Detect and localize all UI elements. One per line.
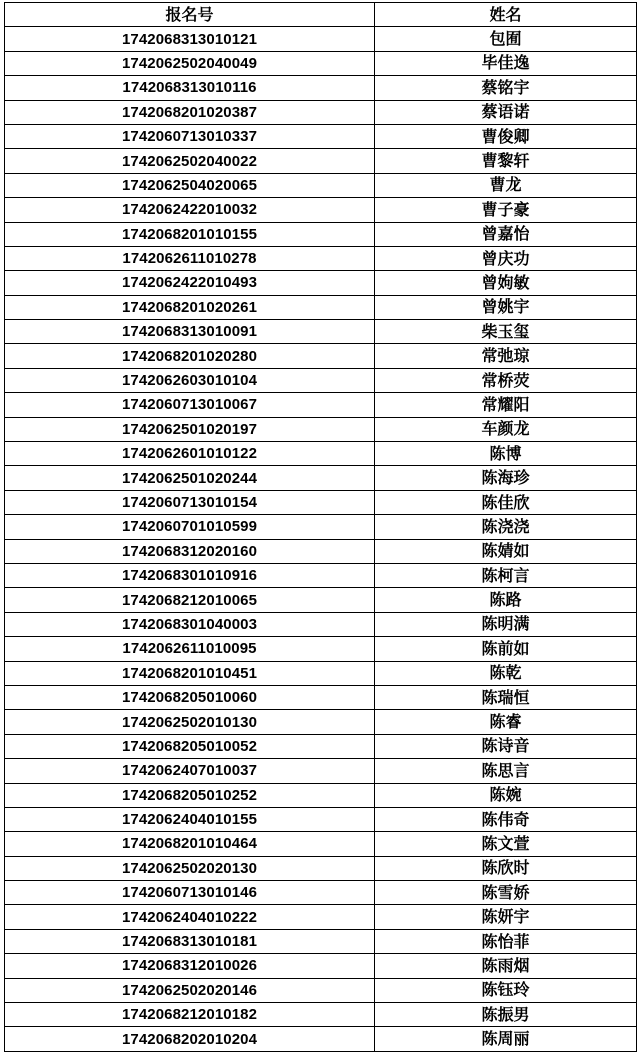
registration-number-cell: 1742068201010464 — [5, 832, 375, 856]
name-cell: 陈雪娇 — [375, 881, 637, 905]
registration-number-cell: 1742062501020244 — [5, 466, 375, 490]
table-row — [5, 368, 637, 392]
name-cell: 陈振男 — [375, 1003, 637, 1027]
name-cell: 陈瑞恒 — [375, 685, 637, 709]
name-cell: 陈周丽 — [375, 1027, 637, 1051]
name-cell: 陈伟奇 — [375, 807, 637, 831]
applicant-table — [4, 2, 637, 1052]
name-cell: 陈柯言 — [375, 563, 637, 587]
registration-number-cell: 1742068205010060 — [5, 685, 375, 709]
registration-number-cell: 1742068301040003 — [5, 612, 375, 636]
table-row — [5, 954, 637, 978]
registration-number-cell: 1742060713010146 — [5, 881, 375, 905]
registration-number-cell: 1742068201020280 — [5, 344, 375, 368]
table-row — [5, 588, 637, 612]
registration-number-cell: 1742062611010095 — [5, 637, 375, 661]
name-cell: 陈佳欣 — [375, 490, 637, 514]
registration-number-cell: 1742062504020065 — [5, 173, 375, 197]
registration-number-cell: 1742062611010278 — [5, 246, 375, 270]
header-row — [5, 3, 637, 27]
table-row — [5, 832, 637, 856]
registration-number-cell: 1742062601010122 — [5, 442, 375, 466]
name-cell: 曾姁敏 — [375, 271, 637, 295]
registration-number-cell: 1742062502010130 — [5, 710, 375, 734]
name-cell: 包囿 — [375, 27, 637, 51]
name-cell: 柴玉玺 — [375, 320, 637, 344]
name-cell: 陈乾 — [375, 661, 637, 685]
table-row — [5, 710, 637, 734]
name-cell: 陈浇浇 — [375, 515, 637, 539]
name-cell: 曹子豪 — [375, 198, 637, 222]
name-cell: 陈文萱 — [375, 832, 637, 856]
table-row — [5, 783, 637, 807]
name-cell: 常桥荧 — [375, 368, 637, 392]
table-row — [5, 685, 637, 709]
table-header — [5, 3, 637, 27]
registration-number-cell: 1742062502040049 — [5, 51, 375, 75]
registration-number-cell: 1742062501020197 — [5, 417, 375, 441]
registration-number-cell: 1742068212010065 — [5, 588, 375, 612]
table-row — [5, 807, 637, 831]
header-registration-number: 报名号 — [5, 3, 375, 27]
registration-number-cell: 1742068201010451 — [5, 661, 375, 685]
registration-number-cell: 1742068301010916 — [5, 563, 375, 587]
table-row — [5, 856, 637, 880]
registration-number-cell: 1742068202010204 — [5, 1027, 375, 1051]
registration-number-cell: 1742060713010154 — [5, 490, 375, 514]
registration-number-cell: 1742068313010116 — [5, 76, 375, 100]
table-row — [5, 149, 637, 173]
registration-number-cell: 1742068201020387 — [5, 100, 375, 124]
name-cell: 车颜龙 — [375, 417, 637, 441]
registration-number-cell: 1742060713010067 — [5, 393, 375, 417]
table-row — [5, 1003, 637, 1027]
table-row — [5, 198, 637, 222]
registration-number-cell: 1742068201020261 — [5, 295, 375, 319]
name-cell: 陈婉 — [375, 783, 637, 807]
table-row — [5, 929, 637, 953]
table-row — [5, 417, 637, 441]
name-cell: 陈钰玲 — [375, 978, 637, 1002]
table-row — [5, 637, 637, 661]
name-cell: 陈海珍 — [375, 466, 637, 490]
registration-number-cell: 1742068205010052 — [5, 734, 375, 758]
registration-number-cell: 1742062404010222 — [5, 905, 375, 929]
name-cell: 陈雨烟 — [375, 954, 637, 978]
table-row — [5, 759, 637, 783]
name-cell: 曹龙 — [375, 173, 637, 197]
registration-number-cell: 1742062502020130 — [5, 856, 375, 880]
table-row — [5, 881, 637, 905]
table-row — [5, 124, 637, 148]
registration-number-cell: 1742068312020160 — [5, 539, 375, 563]
name-cell: 曾庆功 — [375, 246, 637, 270]
table-row — [5, 271, 637, 295]
table-row — [5, 344, 637, 368]
registration-number-cell: 1742068312010026 — [5, 954, 375, 978]
name-cell: 陈妍宇 — [375, 905, 637, 929]
table-row — [5, 51, 637, 75]
table-row — [5, 173, 637, 197]
name-cell: 曾嘉怡 — [375, 222, 637, 246]
name-cell: 曾姚宇 — [375, 295, 637, 319]
name-cell: 常弛琼 — [375, 344, 637, 368]
table-row — [5, 563, 637, 587]
name-cell: 陈怡菲 — [375, 929, 637, 953]
name-cell: 陈思言 — [375, 759, 637, 783]
registration-number-cell: 1742062502040022 — [5, 149, 375, 173]
registration-number-cell: 1742062422010493 — [5, 271, 375, 295]
registration-number-cell: 1742062407010037 — [5, 759, 375, 783]
registration-number-cell: 1742062422010032 — [5, 198, 375, 222]
table-row — [5, 393, 637, 417]
registration-number-cell: 1742062404010155 — [5, 807, 375, 831]
registration-number-cell: 1742068205010252 — [5, 783, 375, 807]
name-cell: 毕佳逸 — [375, 51, 637, 75]
table-row — [5, 734, 637, 758]
name-cell: 常耀阳 — [375, 393, 637, 417]
name-cell: 陈睿 — [375, 710, 637, 734]
table-row — [5, 515, 637, 539]
registration-number-cell: 1742068313010091 — [5, 320, 375, 344]
name-cell: 陈路 — [375, 588, 637, 612]
name-cell: 蔡铭宇 — [375, 76, 637, 100]
table-row — [5, 222, 637, 246]
name-cell: 陈博 — [375, 442, 637, 466]
table-row — [5, 295, 637, 319]
table-row — [5, 100, 637, 124]
table-row — [5, 978, 637, 1002]
name-cell: 曹俊卿 — [375, 124, 637, 148]
name-cell: 蔡语诺 — [375, 100, 637, 124]
registration-number-cell: 1742068201010155 — [5, 222, 375, 246]
registration-number-cell: 1742068313010181 — [5, 929, 375, 953]
registration-number-cell: 1742068212010182 — [5, 1003, 375, 1027]
table-body — [5, 27, 637, 1051]
name-cell: 陈欣时 — [375, 856, 637, 880]
registration-number-cell: 1742060701010599 — [5, 515, 375, 539]
name-cell: 曹黎轩 — [375, 149, 637, 173]
table-row — [5, 905, 637, 929]
registration-number-cell: 1742062502020146 — [5, 978, 375, 1002]
registration-number-cell: 1742068313010121 — [5, 27, 375, 51]
table-row — [5, 442, 637, 466]
registration-number-cell: 1742060713010337 — [5, 124, 375, 148]
table-row — [5, 320, 637, 344]
table-row — [5, 76, 637, 100]
registration-number-cell: 1742062603010104 — [5, 368, 375, 392]
name-cell: 陈明满 — [375, 612, 637, 636]
table-row — [5, 612, 637, 636]
name-cell: 陈婧如 — [375, 539, 637, 563]
table-row — [5, 1027, 637, 1051]
name-cell: 陈前如 — [375, 637, 637, 661]
table-row — [5, 490, 637, 514]
table-row — [5, 661, 637, 685]
name-cell: 陈诗音 — [375, 734, 637, 758]
header-name: 姓名 — [375, 3, 637, 27]
table-row — [5, 27, 637, 51]
table-row — [5, 246, 637, 270]
table-row — [5, 539, 637, 563]
table-row — [5, 466, 637, 490]
